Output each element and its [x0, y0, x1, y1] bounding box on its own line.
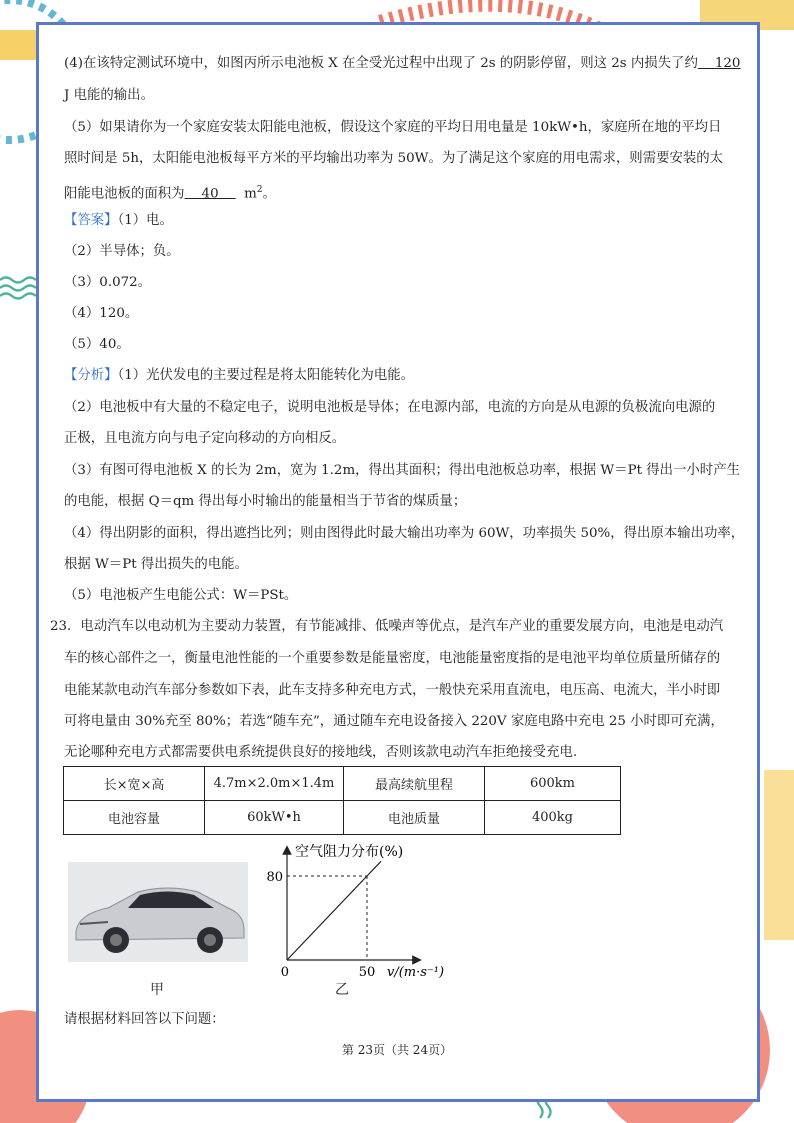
table-row [64, 801, 621, 835]
q5-line-2: 照时间是 5h，太阳能电池板每平方米的平均输出功率为 50W。为了满足这个家庭的用电需求，则需要安装的太 [64, 151, 724, 166]
analysis-line-8: （5）电池板产生电能公式：W＝PSt。 [64, 588, 298, 603]
x-axis-label: v/(m·s⁻¹) [387, 965, 445, 980]
q23-line-3: 电能某款电动汽车部分参数如下表，此车支持多种充电方式，一般快充采用直流电，电压高、电流大，半小时即 [64, 683, 721, 698]
table-cell: 400kg [485, 801, 621, 835]
answer-line-3: （3）0.072。 [64, 275, 152, 290]
analysis-line-4: （3）有图可得电池板 X 的长为 2m，宽为 1.2m，得出其面积；得出电池板总功率，根据 W＝Pt 得出一小时产生 [64, 463, 740, 478]
q4-line-2: J 电能的输出。 [64, 88, 154, 103]
q23-line-4: 可将电量由 30%充至 80%；若选“随车充”，通过随车充电设备接入 220V 家庭电路中充电 25 小时即可充满， [64, 714, 724, 729]
figure-yi-label: 乙 [335, 982, 349, 998]
analysis-line-6: （4）得出阴影的面积，得出遮挡比列；则由图得此时最大输出功率为 60W，功率损失 50%，得出原本输出功率， [64, 526, 745, 541]
wave-lines-left [0, 278, 36, 299]
spec-table [63, 766, 621, 835]
q4-line-1 [64, 54, 740, 74]
chart-title: 空气阻力分布(%) [295, 844, 404, 860]
figure-jia-label: 甲 [150, 982, 164, 998]
prompt-text: 请根据材料回答以下问题： [64, 1012, 225, 1027]
car-photo [68, 862, 248, 962]
car-illustration [68, 862, 248, 962]
analysis-line-3: 正极，且电流方向与电子定向移动的方向相反。 [64, 431, 346, 446]
q23-line-5: 无论哪种充电方式都需要供电系统提供良好的接地线，否则该款电动汽车拒绝接受充电. [64, 745, 578, 760]
answer-line-2: （2）半导体；负。 [64, 244, 180, 259]
answer-tag: 【答案】 [64, 213, 118, 228]
table-cell: 60kW•h [205, 801, 344, 835]
q5-line-1: （5）如果请你为一个家庭安装太阳能电池板，假设这个家庭的平均日用电量是 10kW•h，家庭所在地的平均日 [64, 120, 722, 135]
analysis-line-1: 【分析】（1）光伏发电的主要过程是将太阳能转化为电能。 [64, 368, 414, 383]
answer-line-5: （5）40。 [64, 337, 130, 352]
table-cell: 最高续航里程 [344, 767, 485, 801]
q5-line-3: 阳能电池板的面积为 40 $m^2$。 [64, 185, 276, 202]
analysis-line-2: （2）电池板中有大量的不稳定电子，说明电池板是导体；在电源内部，电流的方向是从电源的负极流向电源的 [64, 400, 716, 415]
stripe-pattern-right [764, 770, 794, 940]
table-cell: 电池容量 [64, 801, 205, 835]
x-tick-label: 50 [358, 965, 376, 980]
table-cell: 4.7m×2.0m×1.4m [205, 767, 344, 801]
q5-answer: 40 [201, 186, 219, 202]
analysis-line-5: 的电能，根据 Q＝qm 得出每小时输出的能量相当于节省的煤质量； [64, 494, 467, 509]
table-row [64, 767, 621, 801]
answer-line-1: 【答案】（1）电。 [64, 213, 173, 228]
table-cell: 长×宽×高 [64, 767, 205, 801]
q4-text: (4)在该特定测试环境中，如图丙所示电池板 X 在全受光过程中出现了 2s 的阴影停留，则这 2s 内损失了约 [64, 56, 698, 71]
table-cell: 电池质量 [344, 801, 485, 835]
answer-line-4: （4）120。 [64, 306, 139, 321]
air-resistance-chart [262, 842, 462, 1002]
table-cell: 600km [485, 767, 621, 801]
page-footer: 第 23页（共 24页） [341, 1043, 453, 1057]
q23-line-1: 23．电动汽车以电动机为主要动力装置，有节能减排、低噪声等优点，是汽车产业的重要发展方向，电池是电动汽 [50, 619, 724, 634]
q23-line-2: 车的核心部件之一，衡量电池性能的一个重要参数是能量密度，电池能量密度指的是电池平均单位质量所储存的 [64, 651, 721, 666]
analysis-tag: 【分析】 [64, 368, 118, 383]
analysis-line-7: 根据 W＝Pt 得出损失的电能。 [64, 557, 248, 572]
origin-label: 0 [280, 965, 289, 980]
q4-answer: 120 [714, 56, 741, 71]
y-tick-label: 80 [266, 870, 283, 885]
